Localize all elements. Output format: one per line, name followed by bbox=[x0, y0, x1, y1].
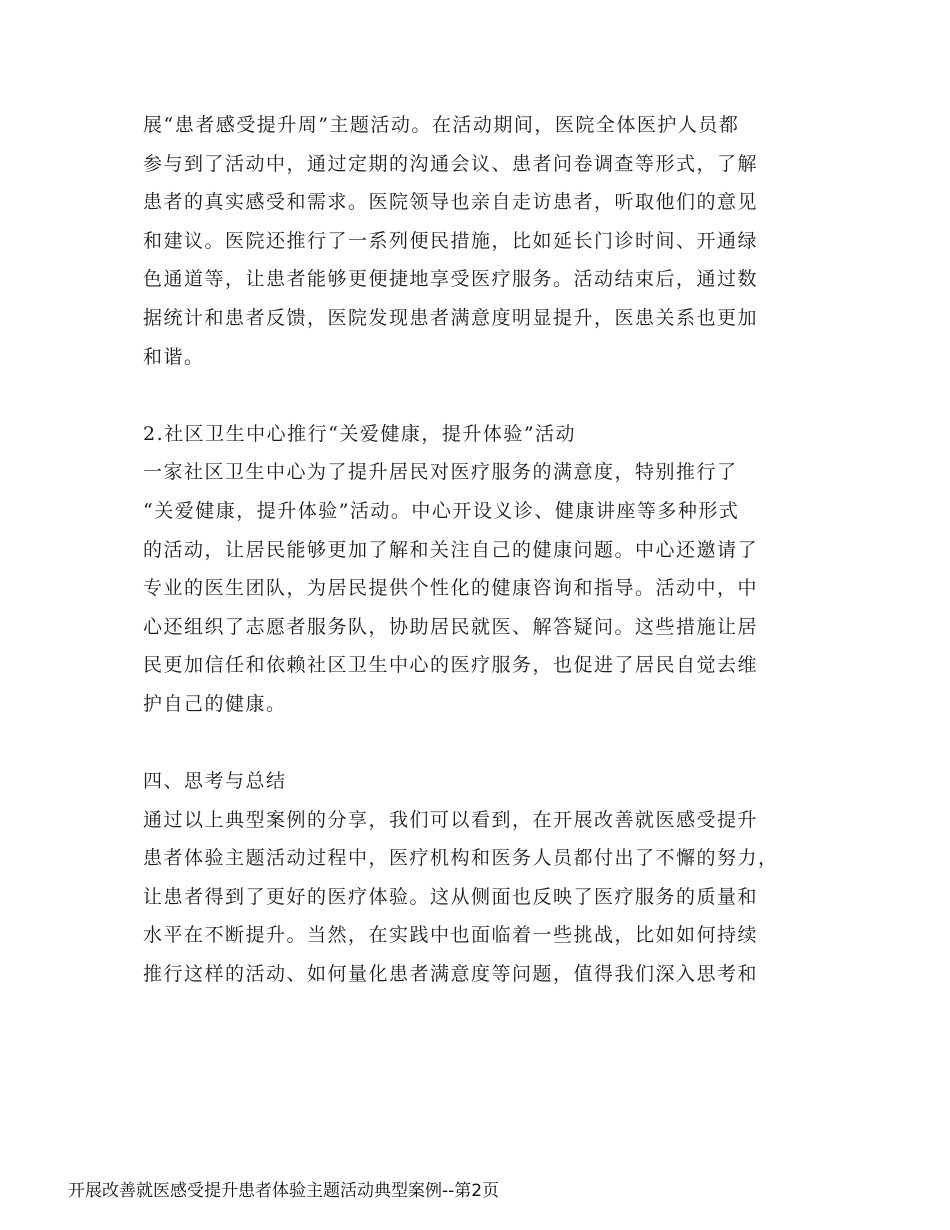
section-community-center bbox=[143, 415, 843, 724]
document-body bbox=[143, 106, 843, 994]
section-summary bbox=[143, 762, 843, 994]
text-line: 和谐。 bbox=[143, 345, 205, 368]
text-line: 患者的真实感受和需求。医院领导也亲自走访患者，听取他们的意见 bbox=[143, 191, 759, 214]
text-line: 的活动，让居民能够更加了解和关注自己的健康问题。中心还邀请了 bbox=[143, 538, 759, 561]
text-line: 推行这样的活动、如何量化患者满意度等问题，值得我们深入思考和 bbox=[143, 963, 759, 986]
text-line: 水平在不断提升。当然，在实践中也面临着一些挑战，比如如何持续 bbox=[143, 924, 759, 947]
text-line: 民更加信任和依赖社区卫生中心的医疗服务，也促进了居民自觉去维 bbox=[143, 654, 759, 677]
text-line: 参与到了活动中，通过定期的沟通会议、患者问卷调查等形式，了解 bbox=[143, 152, 759, 175]
paragraph-hospital-activity bbox=[143, 106, 843, 376]
text-line: 通过以上典型案例的分享，我们可以看到，在开展改善就医感受提升 bbox=[143, 808, 759, 831]
paragraph-spacer bbox=[143, 376, 843, 415]
text-line: 心还组织了志愿者服务队，协助居民就医、解答疑问。这些措施让居 bbox=[143, 615, 759, 638]
text-line: 据统计和患者反馈，医院发现患者满意度明显提升，医患关系也更加 bbox=[143, 306, 759, 329]
text-line: “关爱健康，提升体验”活动。中心开设义诊、健康讲座等多种形式 bbox=[143, 499, 740, 522]
text-line: 和建议。医院还推行了一系列便民措施，比如延长门诊时间、开通绿 bbox=[143, 229, 759, 252]
section-heading: 2.社区卫生中心推行“关爱健康，提升体验”活动 bbox=[143, 422, 577, 445]
section-heading: 四、思考与总结 bbox=[143, 770, 287, 793]
text-line: 展“患者感受提升周”主题活动。在活动期间，医院全体医护人员都 bbox=[143, 114, 740, 136]
text-line: 护自己的健康。 bbox=[143, 692, 287, 715]
paragraph-spacer bbox=[143, 724, 843, 763]
text-line: 专业的医生团队，为居民提供个性化的健康咨询和指导。活动中，中 bbox=[143, 577, 759, 600]
page-footer: 开展改善就医感受提升患者体验主题活动典型案例--第2页 bbox=[68, 1181, 500, 1201]
text-line: 色通道等，让患者能够更便捷地享受医疗服务。活动结束后，通过数 bbox=[143, 268, 759, 291]
text-line: 一家社区卫生中心为了提升居民对医疗服务的满意度，特别推行了 bbox=[143, 461, 738, 484]
text-line: 患者体验主题活动过程中，医疗机构和医务人员都付出了不懈的努力， bbox=[143, 847, 779, 870]
text-line: 让患者得到了更好的医疗体验。这从侧面也反映了医疗服务的质量和 bbox=[143, 885, 759, 908]
